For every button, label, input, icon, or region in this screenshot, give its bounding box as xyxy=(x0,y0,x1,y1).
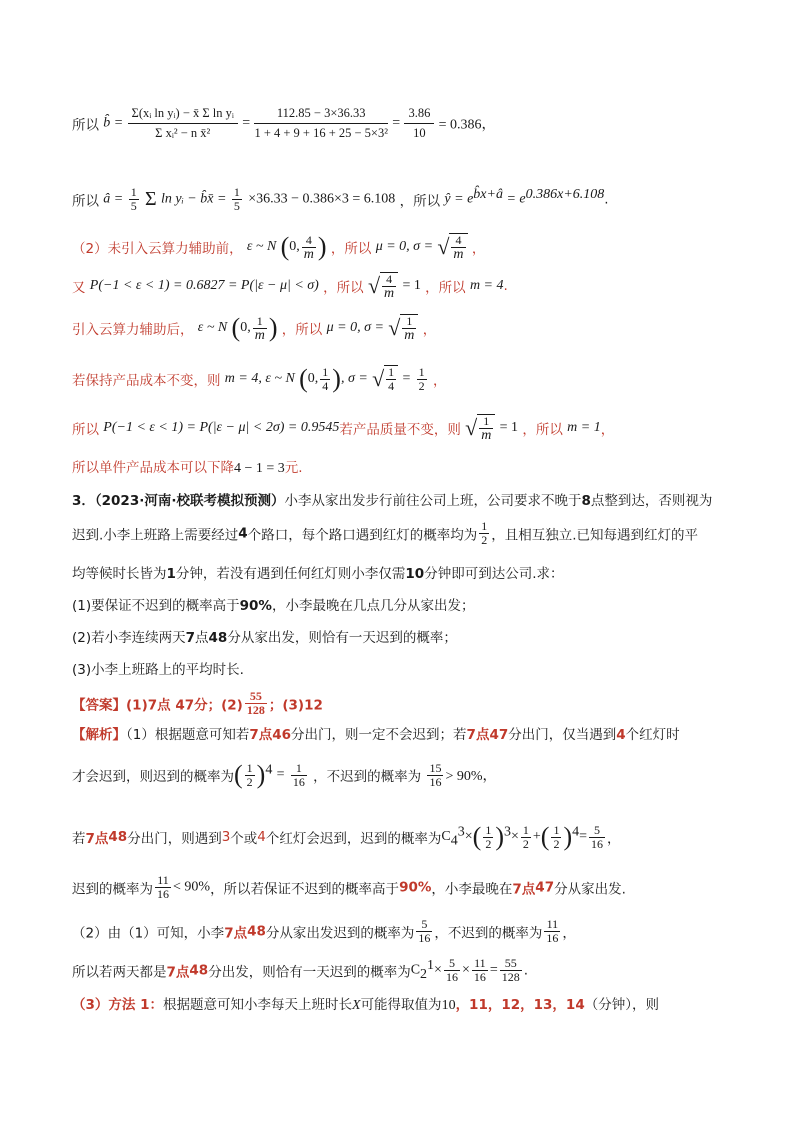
ana-3b: 7点 xyxy=(85,831,109,847)
ana-4b: < 90% xyxy=(173,879,211,895)
exp-1: b̂x+â xyxy=(473,187,503,202)
b-hat-right-fraction xyxy=(404,106,434,141)
ana-1a: （1）根据题意可知若 xyxy=(126,727,250,743)
frac-11-16-b: $\frac{11}{16}$ xyxy=(546,917,559,945)
frac-1-5: $\frac{1}{5}$ xyxy=(130,185,137,213)
line-after-cloud: 引入云算力辅助后， ε ~ N (0, $\frac{1}{m}$ ) ，所以 μ = 0, σ = √ $\frac{1}{m}$ ， xyxy=(72,313,437,343)
q3-text-3c: 分钟即可到达公司.求： xyxy=(424,566,564,582)
q3-text-2a: 迟到.小李上班路上需要经过 xyxy=(72,527,239,544)
a-hat-result: ×36.33 − 0.386×3 = 6.108 xyxy=(248,191,396,207)
ana-7g: （分钟），则 xyxy=(584,997,659,1013)
frac-4-m: $\frac{4}{m}$ xyxy=(303,232,314,262)
cost-formula: 4 − 1 = 3 xyxy=(234,461,285,476)
frac-1-4: $\frac{1}{4}$ xyxy=(322,364,329,393)
ana-1i: 个红灯时 xyxy=(625,727,680,743)
a-hat-symbol: â = xyxy=(103,191,127,207)
q3-sub3: (3)小李上班路上的平均时长. xyxy=(72,662,244,678)
comma: ， xyxy=(562,925,576,942)
ana-7e: 10 xyxy=(441,998,456,1013)
times-2: × xyxy=(461,962,470,978)
analysis-line-3: 若7点48分出门，则遇到3个或4个红灯会迟到，迟到的概率为$C_4^3\times$( $\frac{1}{2}$ )$^3$× $\frac{1}{2}$ +( $\frac{1}{2}$ )$^4$= $\frac{5}{16}$ ， xyxy=(72,822,621,851)
question-3-line-3 xyxy=(72,562,564,582)
comma: ， xyxy=(422,322,437,338)
frac-1-2-c: $\frac{1}{2}$ xyxy=(522,822,529,851)
comb-C: C xyxy=(410,962,421,978)
mid-numerator: 112.85 − 3×36.33 xyxy=(254,106,388,124)
frac-55-128: $\frac{55}{128}$ xyxy=(501,956,520,984)
text-suoyi: ，所以 xyxy=(330,241,372,257)
answer-3: ；(3)12 xyxy=(268,697,323,714)
formula-b-hat: 所以 b̂ = $\frac{\text{Σ(xᵢ ln yᵢ) − x̄ Σ ln yᵢ}}{\text{Σ xᵢ² − n x̄²}}$ = $\frac{112.85 - 3\times 36.33}{\text{1 + 4 + 9 + 16 + 25 − 5×3²}}$ = $\frac{3.86}{10}$ = 0.386， xyxy=(72,106,496,140)
eq: = xyxy=(489,962,498,978)
text-suoyi: 所以 xyxy=(72,422,99,438)
answer-frac: $\frac{55}{128}$ xyxy=(246,689,265,717)
prob-formula-1: P(−1 < ε < 1) = 0.6827 = P(|ε − μ| < σ) xyxy=(89,278,319,293)
mid-denominator: 1 + 4 + 9 + 16 + 25 − 5×3² xyxy=(254,126,388,140)
ana-4f: 7点 xyxy=(512,881,536,898)
times: × xyxy=(434,962,442,978)
exp-2: 0.386x+6.108 xyxy=(525,187,605,202)
period: . xyxy=(523,962,529,979)
line-keep-cost: 若保持产品成本不变，则 m = 4, ε ~ N (0, $\frac{1}{4}$ ), σ = √ $\frac{1}{4}$ = $\frac{1}{2}$ ， xyxy=(72,364,447,393)
q3-text-3b: 分钟，若没有遇到任何红灯则小李仅需 xyxy=(175,566,406,582)
text-after-cloud: 引入云算力辅助后， xyxy=(72,322,194,338)
frac-1-2-a: $\frac{1}{2}$ xyxy=(246,760,253,789)
comb-C: C xyxy=(441,829,451,844)
ana-4c: ，所以若保证不迟到的概率高于 xyxy=(210,881,400,898)
frac-1-2-b: $\frac{1}{2}$ xyxy=(485,822,492,851)
ana-7b: 根据题意可知小李每天上班时长 xyxy=(163,997,352,1013)
a-hat-tail: ln yᵢ − b̂x̄ = xyxy=(160,191,230,207)
analysis-label: 【解析】 xyxy=(72,727,126,743)
b-hat-mid-fraction xyxy=(254,106,388,141)
eq-1: = 1 xyxy=(499,420,519,435)
ana-3e: 3 xyxy=(221,829,231,845)
eq: = xyxy=(402,371,411,386)
frac-1-16: $\frac{1}{16}$ xyxy=(292,760,305,789)
b-hat-symbol: b̂ = xyxy=(103,115,124,131)
q3-sub2-c: 分从家出发，则恰有一天迟到的概率； xyxy=(227,630,457,646)
frac-5-16-b: $\frac{5}{16}$ xyxy=(418,917,431,945)
ana-6d: 分出发，则恰有一天迟到的概率为 xyxy=(208,964,411,981)
b-hat-numerator: Σ(xᵢ ln yᵢ) − x̄ Σ ln yᵢ xyxy=(128,106,238,124)
analysis-line-2: 才会迟到，则迟到的概率为( $\frac{1}{2}$ )$^4$ = $\frac{1}{16}$ ，不迟到的概率为 $\frac{15}{16}$ > 90%， xyxy=(72,760,497,789)
right-numerator: 3.86 xyxy=(404,106,434,124)
period: . xyxy=(503,278,508,294)
ana-6c: 48 xyxy=(189,962,209,979)
sqrt-4-m: √ $\frac{4}{m}$ xyxy=(437,233,467,261)
frac-5-16: $\frac{5}{16}$ xyxy=(591,822,604,851)
formula-a-hat xyxy=(72,186,609,213)
analysis-line-7 xyxy=(72,993,659,1014)
q3-sub1-pct: 90% xyxy=(239,598,272,614)
analysis-line-4 xyxy=(72,874,626,901)
question-3-sub-1 xyxy=(72,594,474,614)
q3-sub2-a: (2)若小李连续两天 xyxy=(72,630,186,646)
ana-1d: 分出门，则一定不会迟到；若 xyxy=(291,727,467,743)
answer-label: 【答案】 xyxy=(72,697,126,714)
text-suoyi-2: ，所以 xyxy=(399,193,441,210)
line-probability-2 xyxy=(72,414,614,442)
q3-text-2b: 个路口，每个路口遇到红灯的概率均为 xyxy=(247,527,478,544)
ana-4g: 47 xyxy=(535,879,555,896)
ana-1b: 7点 xyxy=(249,727,273,743)
ana-2d: > 90%， xyxy=(445,769,497,784)
right-denominator: 10 xyxy=(413,126,426,140)
m-eps-dist: m = 4, ε ~ N xyxy=(224,371,295,386)
mu-sigma: μ = 0, σ = xyxy=(375,239,434,254)
sqrt-1-4: √ $\frac{1}{4}$ xyxy=(372,365,398,393)
frac-15-16: $\frac{15}{16}$ xyxy=(429,760,442,789)
frac-1-m: $\frac{1}{m}$ xyxy=(254,313,265,343)
eps-dist: ε ~ N xyxy=(197,320,228,335)
mu-sigma: μ = 0, σ = xyxy=(326,320,384,335)
ana-1f: 47 xyxy=(489,727,509,743)
text-yuan: 元. xyxy=(284,460,303,476)
ana-1h: 4 xyxy=(616,727,626,743)
answer-1: (1)7点 47分；(2) xyxy=(126,697,243,714)
frac-1-2-q: $\frac{1}{2}$ xyxy=(481,519,488,547)
y-hat: ŷ = e xyxy=(444,191,474,207)
text-you: 又 xyxy=(72,280,86,296)
ana-5e: ，不迟到的概率为 xyxy=(434,925,543,942)
period: . xyxy=(604,191,609,208)
m-equals-4: m = 4 xyxy=(469,278,504,293)
comma: ， xyxy=(600,422,615,438)
sigma-symbol: Σ xyxy=(145,188,157,210)
b-hat-denominator: Σ xᵢ² − n x̄² xyxy=(155,126,211,140)
analysis-line-5 xyxy=(72,918,576,945)
sqrt-4-m-2: √ $\frac{4}{m}$ xyxy=(368,272,398,300)
line-before-cloud: （2）未引入云算力辅助前， ε ~ N (0, $\frac{4}{m}$ ) ，所以 μ = 0, σ = √ $\frac{4}{m}$ ， xyxy=(72,232,486,262)
q3-num-1: 1 xyxy=(166,566,176,582)
var-X: X xyxy=(352,998,361,1013)
frac-11-16: $\frac{11}{16}$ xyxy=(157,873,169,901)
b-hat-fraction xyxy=(128,106,238,141)
comma: ， xyxy=(432,373,447,389)
frac-1-2: $\frac{1}{2}$ xyxy=(418,364,425,393)
eq-1: = 1 xyxy=(402,278,421,293)
text-keep-cost: 若保持产品成本不变，则 xyxy=(72,373,221,389)
q3-num-4: 4 xyxy=(238,525,248,542)
comma: ， xyxy=(607,831,621,847)
answer-line xyxy=(72,690,323,717)
ana-7a: （3）方法 1： xyxy=(72,997,163,1013)
text-suoyi-2: ，所以 xyxy=(522,422,563,438)
ana-2c: ，不迟到的概率为 xyxy=(313,769,422,785)
ana-2a: 才会迟到，则迟到的概率为 xyxy=(72,769,234,785)
frac-5-16-c: $\frac{5}{16}$ xyxy=(445,956,458,984)
sigma-eq: , σ = xyxy=(340,371,368,386)
text-quality: 若产品质量不变，则 xyxy=(339,422,461,438)
m-equals-1: m = 1 xyxy=(567,420,601,435)
question-3-sub-3 xyxy=(72,658,244,678)
ana-3f: 个或 xyxy=(230,831,258,847)
question-3-line-1 xyxy=(72,489,712,509)
frac-11-16-c: $\frac{11}{16}$ xyxy=(473,956,486,984)
text-cost-drop: 所以单件产品成本可以下降 xyxy=(72,460,234,476)
q3-sub1-b: ，小李最晚在几点几分从家出发； xyxy=(271,598,475,614)
plus: + xyxy=(532,829,541,844)
ana-1e: 7点 xyxy=(466,727,490,743)
b-hat-result: = 0.386， xyxy=(438,117,496,133)
text-suoyi: 所以 xyxy=(72,117,99,134)
ana-5b: 7点 xyxy=(224,925,248,942)
ana-1g: 分出门，仅当遇到 xyxy=(508,727,617,743)
ana-6b: 7点 xyxy=(166,964,190,981)
q3-sub1-a: (1)要保证不迟到的概率高于 xyxy=(72,598,240,614)
ana-5c: 48 xyxy=(247,923,266,940)
sqrt-1-m-2: √ $\frac{1}{m}$ xyxy=(465,414,495,442)
q3-text-1b: 点整到达，否则视为 xyxy=(590,493,713,509)
q3-text-3a: 均等候时长皆为 xyxy=(72,566,167,582)
question-3-sub-2 xyxy=(72,626,457,646)
eps-dist: ε ~ N xyxy=(246,239,277,254)
ana-3c: 48 xyxy=(108,829,128,845)
ana-4h: 分从家出发. xyxy=(554,881,626,898)
ana-4a: 迟到的概率为 xyxy=(72,881,153,898)
q3-num-10: 10 xyxy=(405,566,425,582)
eq: = xyxy=(579,829,588,844)
analysis-line-6: 所以若两天都是7点48分出发，则恰有一天迟到的概率为$C_2^1\times$ $\frac{5}{16}$ × $\frac{11}{16}$ = $\frac{55}{128}$ . xyxy=(72,956,529,984)
ana-4e: ，小李最晚在 xyxy=(431,881,513,898)
question-3-line-2 xyxy=(72,520,698,547)
ana-6a: 所以若两天都是 xyxy=(72,964,167,981)
q3-sub2-dian: 点 xyxy=(195,630,209,646)
ana-5a: （2）由（1）可知，小李 xyxy=(72,925,225,942)
sqrt-1-m: √ $\frac{1}{m}$ xyxy=(388,314,418,342)
prob-formula-2: P(−1 < ε < 1) = P(|ε − μ| < 2σ) = 0.9545 xyxy=(103,420,340,435)
ana-7f: ，11，12，13，14 xyxy=(455,997,585,1013)
ana-7d: 可能得取值为 xyxy=(360,997,442,1013)
ana-1c: 46 xyxy=(272,727,292,743)
line-cost-drop xyxy=(72,456,303,477)
ana-4d: 90% xyxy=(399,879,432,896)
line-probability-1 xyxy=(72,272,508,300)
analysis-line-1 xyxy=(72,723,680,743)
q3-sub2-7: 7 xyxy=(185,630,196,646)
q3-text-2c: ，且相互独立.已知每遇到红灯的平 xyxy=(491,527,698,544)
y-hat-eq: = e xyxy=(502,191,526,207)
q3-text-1: 小李从家出发步行前往公司上班，公司要求不晚于 xyxy=(284,493,582,509)
frac-1-5-b: $\frac{1}{5}$ xyxy=(233,185,240,213)
frac-1-2-d: $\frac{1}{2}$ xyxy=(553,822,560,851)
question-number: 3．（2023·河南·校联考模拟预测） xyxy=(72,493,285,509)
ana-3a: 若 xyxy=(72,831,86,847)
ana-3h: 个红灯会迟到，迟到的概率为 xyxy=(265,831,442,847)
times-2: × xyxy=(510,829,519,844)
q3-sub2-48: 48 xyxy=(208,630,228,646)
eq: = xyxy=(276,767,285,782)
ana-3g: 4 xyxy=(257,829,266,845)
text-suoyi: ，所以 xyxy=(281,322,323,338)
q3-num-8: 8 xyxy=(581,493,591,509)
text-suoyi-2: ，所以 xyxy=(425,280,466,296)
text-suoyi: 所以 xyxy=(72,193,99,210)
ana-3d: 分出门，则遇到 xyxy=(127,831,222,847)
ana-5d: 分从家出发迟到的概率为 xyxy=(265,925,415,942)
comma: ， xyxy=(471,241,486,257)
times: × xyxy=(464,829,473,844)
text-suoyi: ，所以 xyxy=(323,280,364,296)
text-before-cloud: （2）未引入云算力辅助前， xyxy=(72,241,243,257)
